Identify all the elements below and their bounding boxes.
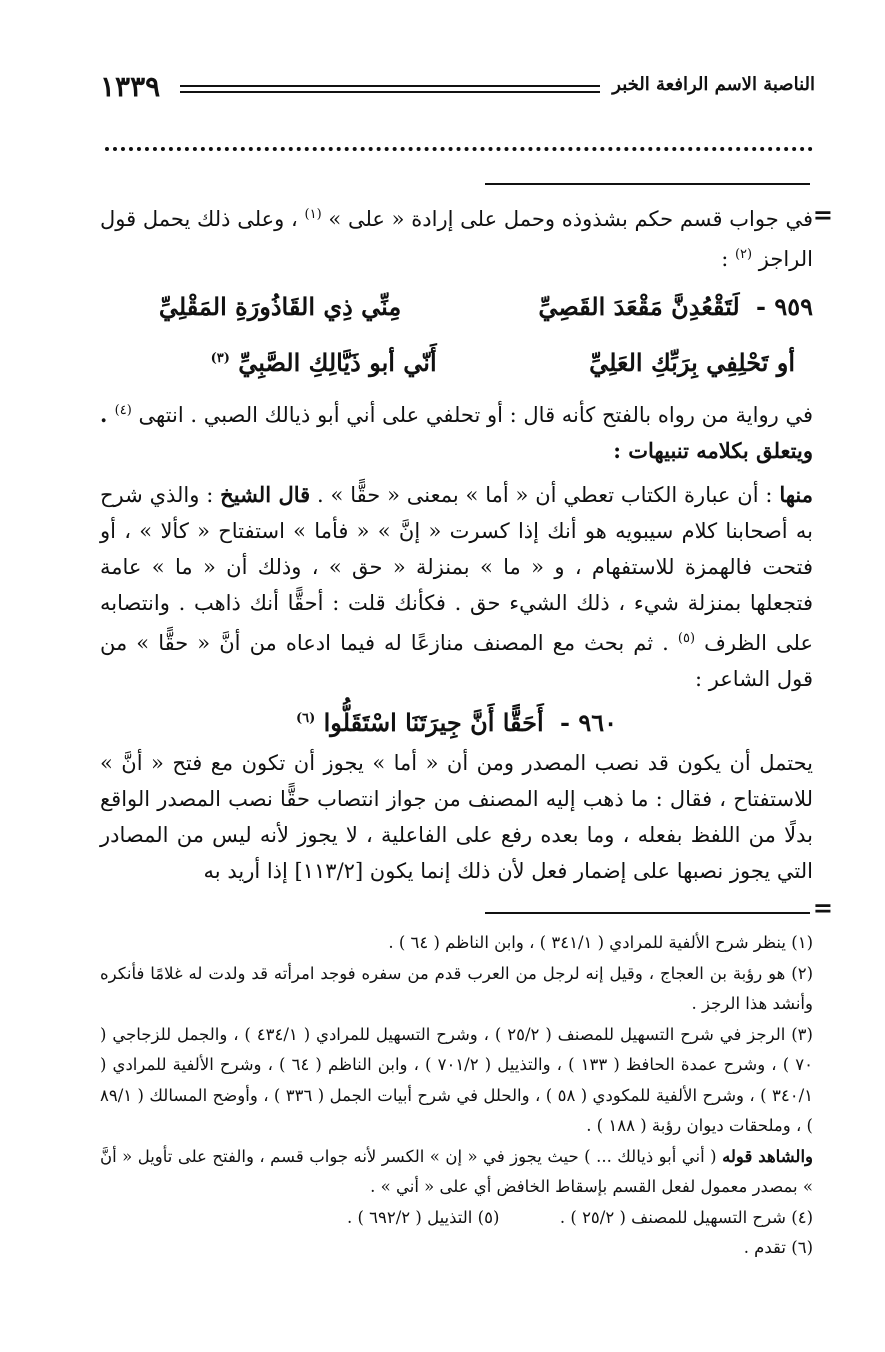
verse-text: أَحَقًّا أَنَّ جِيرَتَنَا اسْتَقَلُّوا — [323, 708, 544, 737]
footnote-ref: (٤) — [114, 403, 132, 418]
paragraph-1: في جواب قسم حكم بشذوذه وحمل على إرادة « على » $^{(١)}$ ، وعلى ذلك يحمل قول الراجز $^{(٢)}$ : — [100, 207, 813, 271]
footnote-ref: (٣) — [210, 351, 230, 366]
footnote-ref: (٢) — [734, 247, 753, 262]
continuation-mark-top: = — [812, 200, 833, 229]
footnote-rule — [485, 912, 810, 914]
footnote-2: (٢) هو رؤبة بن العجاج ، وقيل إنه لرجل من العرب قدم من سفره فوجد امرأته قد ولدت له غلامًا فأنكره وأنشد هذا الرجز . — [100, 963, 813, 1013]
page-number: ١٣٣٩ — [100, 70, 161, 103]
paragraph-2: في رواية من رواه بالفتح كأنه قال : أو تحلفي على أني أبو ذيالك الصبي . انتهى $^{(٤)}$ . ويتعلق بكلامه تنبيهات : — [100, 402, 813, 463]
verse-hemistich: أَنّي أبو ذَيَّالِكِ الصَّبِيِّ — [238, 348, 437, 377]
lead-word: منها — [779, 482, 813, 507]
verse-number: ٩٥٩ - — [756, 292, 813, 321]
footnote-1: (١) ينظر شرح الألفية للمرادي ( ٣٤١/١ ) ، وابن الناظم ( ٦٤ ) . — [388, 933, 813, 952]
footnote-3: (٣) الرجز في شرح التسهيل للمصنف ( ٢٥/٢ ) ، وشرح التسهيل للمرادي ( ٤٣٤/١ ) ، والجمل للزجاجي ( ٧٠ ) ، وشرح عمدة الحافظ ( ١٣٣ ) ، والتذييل ( ٧٠١/٢ ) ، وابن الناظم ( ٦٤ ) ، وشرح الألفية للمرادي ( ٣٤٠/١ ) ، وشرح الألفية للمكودي ( ٥٨ ) ، والحلل في شرح أبيات الجمل ( ٣٣٦ ) ، وأوضح المسالك ( ٨٩/١ ) ، وملحقات ديوان رؤبة ( ١٨٨ ) . — [100, 1024, 813, 1135]
footnote-4: (٤) شرح التسهيل للمصنف ( ٢٥/٢ ) . — [559, 1207, 813, 1227]
verse-960 — [100, 697, 813, 745]
verse-hemistich: لَتَقْعُدِنَّ مَقْعَدَ القَصِيِّ — [538, 292, 740, 321]
footnote-4-5 — [100, 1203, 813, 1234]
sheikh-label: قال الشيخ — [220, 482, 311, 507]
footnote-5: (٥) التذييل ( ٦٩٢/٢ ) . — [346, 1207, 500, 1227]
top-short-rule — [485, 183, 810, 185]
dotted-separator — [105, 147, 813, 151]
footnote-3-witness: والشاهد قوله ( أني أبو ذيالك ... ) حيث يجوز في « إن » الكسر لأنه جواب قسم ، والفتح على تأويل « أنَّ » بمصدر معمول لفعل القسم بإسقاط الخافض أي على « أني » . — [100, 1146, 813, 1196]
continuation-mark-bottom: = — [812, 893, 833, 922]
footnotes — [100, 928, 813, 1264]
footnote-6: (٦) تقدم . — [743, 1238, 813, 1257]
footnote-ref: (١) — [304, 207, 322, 222]
paragraph-4: يحتمل أن يكون قد نصب المصدر ومن أن « أما » يجوز أن تكون مع فتح « أنَّ » للاستفتاح ، فقال : ما ذهب إليه المصنف من جواز انتصاب حقًّا نصب المصدر الواقع بدلًا من اللفظ بفعله ، وما بعده رفع على الفاعلية ، لا يجوز لأنه ليس من المصادر التي يجوز نصبها على إضمار فعل لأن ذلك إنما يكون [١١٣/٢] إذا أريد به — [100, 751, 813, 883]
page-header — [100, 70, 815, 106]
footnote-ref: (٥) — [677, 631, 696, 646]
verse-959-line-2 — [100, 333, 813, 389]
paragraph-3: منها : أن عبارة الكتاب تعطي أن « أما » بمعنى « حقًّا » . قال الشيخ : والذي شرح به أصحابنا كلام سيبويه هو أنك إذا كسرت « إنَّ » « فأما » استفتاح « كألا » ، أو فتحت فالهمزة للاستفهام ، و « ما » بمنزلة « حق » ، وذلك أن « ما » عامة فتجعلها بمنزلة شيء ، ذلك الشيء حق . فكأنك قلت : أحقًّا أنك ذاهب . وانتصابه على الظرف $^{(٥)}$ . ثم بحث مع المصنف منازعًا له فيما ادعاه من أنَّ « حقًّا » من قول الشاعر : — [100, 482, 813, 691]
verse-number: ٩٦٠ - — [560, 708, 618, 737]
main-text — [100, 197, 813, 889]
verse-959-line-1 — [100, 281, 813, 333]
verse-hemistich: أو تَحْلِفِي بِرَبِّكِ العَلِيِّ — [589, 348, 795, 377]
running-title: الناصبة الاسم الرافعة الخبر — [612, 74, 815, 95]
footnote-ref: (٦) — [295, 711, 316, 726]
header-double-rule — [180, 85, 600, 93]
verse-hemistich: مِنِّي ذِي القَاذُورَةِ المَقْلِيِّ — [158, 292, 402, 321]
